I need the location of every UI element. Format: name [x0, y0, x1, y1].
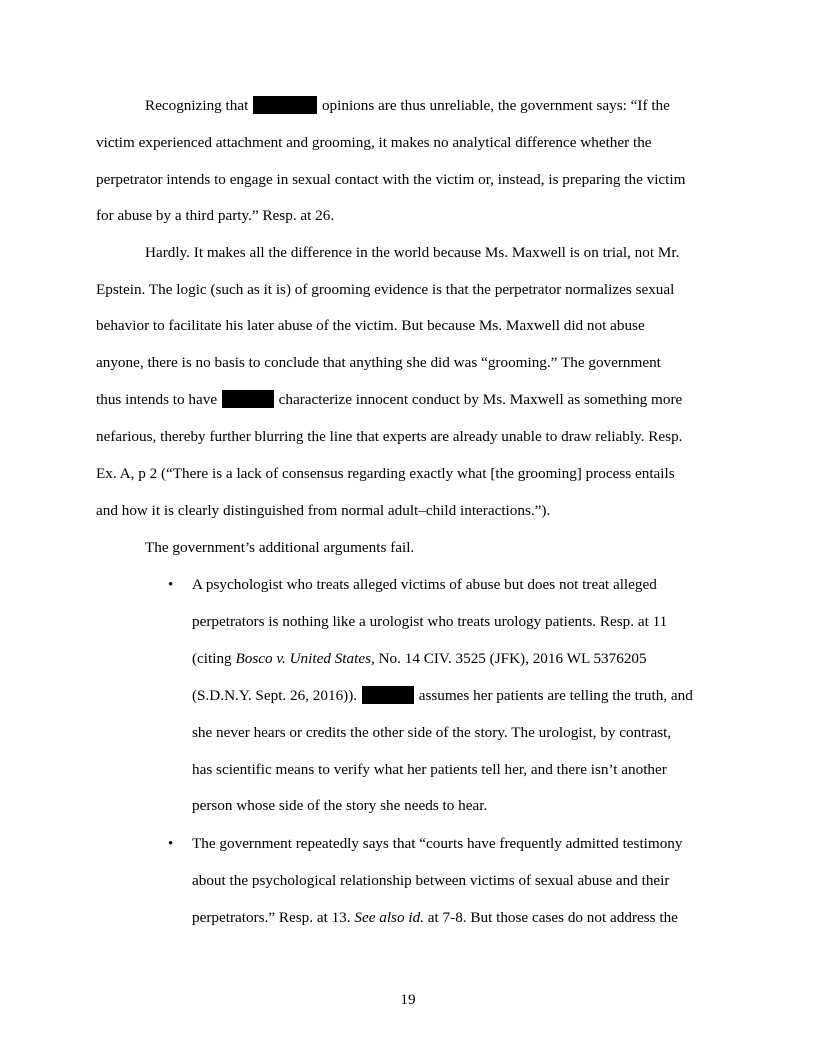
bullet-icon: •: [168, 836, 174, 852]
text-fragment: perpetrators.” Resp. at 13.: [192, 909, 355, 926]
text-fragment: (citing: [192, 650, 236, 667]
body-line: Hardly. It makes all the difference in the world because Ms. Maxwell is on trial, not Mr.: [145, 244, 680, 261]
body-line: victim experienced attachment and grooming, it makes no analytical difference whether the: [96, 134, 652, 151]
bullet-line: [192, 649, 647, 669]
bullet-line: has scientific means to verify what her patients tell her, and there isn’t another: [192, 761, 667, 778]
bullet-line: The government repeatedly says that “courts have frequently admitted testimony: [192, 835, 683, 852]
body-line: Ex. A, p 2 (“There is a lack of consensus regarding exactly what [the grooming] process entails: [96, 465, 675, 482]
bullet-line: [192, 908, 678, 928]
bullet-line: she never hears or credits the other side of the story. The urologist, by contrast,: [192, 724, 672, 741]
bullet-line: about the psychological relationship between victims of sexual abuse and their: [192, 872, 670, 889]
page-number: 19: [400, 991, 416, 1008]
case-citation: Bosco v. United States: [235, 650, 371, 667]
text-fragment: thus intends to have: [96, 391, 218, 408]
bullet-line: perpetrators is nothing like a urologist who treats urology patients. Resp. at 11: [192, 613, 668, 630]
text-fragment: opinions are thus unreliable, the government says: “If the: [321, 97, 670, 114]
case-citation: See also id.: [354, 909, 424, 926]
body-line: anyone, there is no basis to conclude that anything she did was “grooming.” The government: [96, 354, 661, 371]
redaction-box: [362, 686, 414, 704]
text-fragment: , No. 14 CIV. 3525 (JFK), 2016 WL 5376205: [370, 650, 647, 667]
text-fragment: characterize innocent conduct by Ms. Maxwell as something more: [278, 391, 683, 408]
text-fragment: at 7-8. But those cases do not address the: [423, 909, 678, 926]
body-line: [96, 390, 682, 410]
body-line: Epstein. The logic (such as it is) of grooming evidence is that the perpetrator normalizes sexual: [96, 281, 675, 298]
text-fragment: Recognizing that: [145, 97, 249, 114]
body-line: for abuse by a third party.” Resp. at 26.: [96, 207, 335, 224]
redaction-box: [253, 96, 317, 114]
body-line: and how it is clearly distinguished from normal adult–child interactions.”).: [96, 502, 551, 519]
bullet-line: [192, 686, 693, 706]
bullet-icon: •: [168, 577, 174, 593]
text-fragment: assumes her patients are telling the truth, and: [418, 687, 693, 704]
redaction-box: [222, 390, 274, 408]
body-line: behavior to facilitate his later abuse of the victim. But because Ms. Maxwell did not abuse: [96, 317, 645, 334]
body-line: [145, 96, 670, 116]
bullet-line: person whose side of the story she needs to hear.: [192, 797, 488, 814]
bullet-line: A psychologist who treats alleged victims of abuse but does not treat alleged: [192, 576, 657, 593]
body-line: nefarious, thereby further blurring the line that experts are already unable to draw reliably. Resp.: [96, 428, 683, 445]
text-fragment: (S.D.N.Y. Sept. 26, 2016)).: [192, 687, 358, 704]
body-line: The government’s additional arguments fail.: [145, 539, 415, 556]
body-line: perpetrator intends to engage in sexual contact with the victim or, instead, is preparing the victim: [96, 171, 686, 188]
